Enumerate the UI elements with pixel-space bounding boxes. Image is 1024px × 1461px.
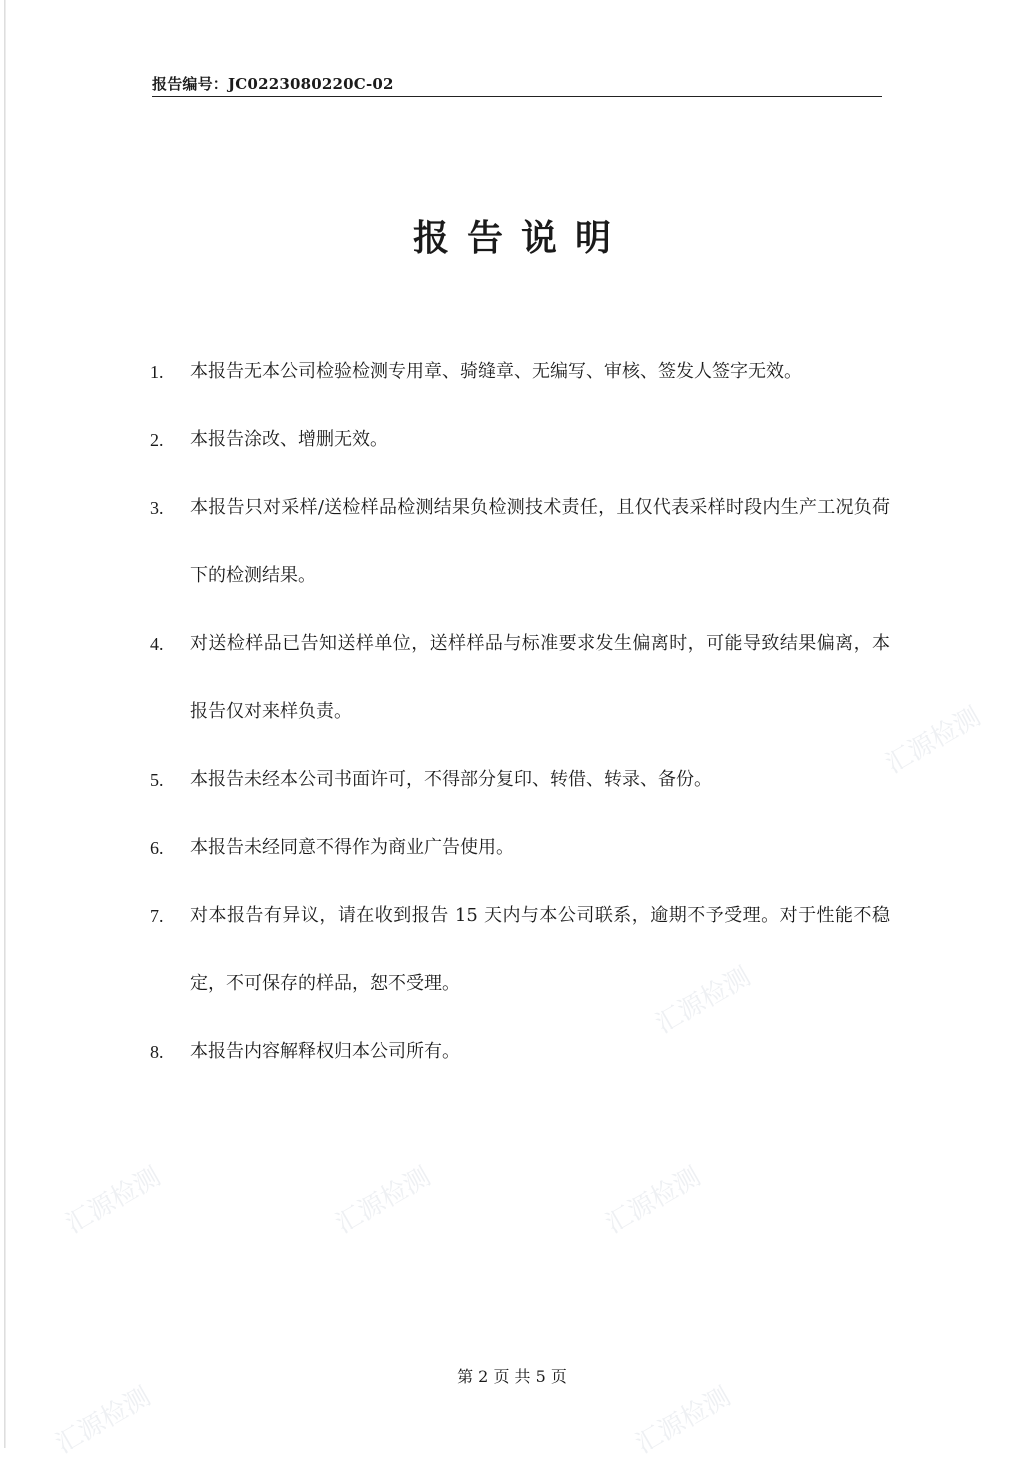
list-item <box>150 474 890 610</box>
item-number: 5. <box>150 770 164 790</box>
list-item <box>150 610 890 746</box>
page-footer: 第 2 页 共 5 页 <box>457 1367 567 1386</box>
report-number: 报告编号：JC0223080220C-02 <box>152 75 394 93</box>
list-item <box>150 814 890 882</box>
list-item <box>150 882 890 1018</box>
watermark: 汇源检测 <box>60 1161 166 1240</box>
report-header <box>152 74 882 97</box>
watermark: 汇源检测 <box>50 1381 156 1460</box>
item-number: 4. <box>150 634 164 654</box>
item-number: 3. <box>150 498 164 518</box>
item-number: 8. <box>150 1042 164 1062</box>
item-text: 本报告未经本公司书面许可，不得部分复印、转借、转录、备份。 <box>190 769 712 790</box>
watermark: 汇源检测 <box>650 961 756 1040</box>
watermark: 汇源检测 <box>630 1381 736 1460</box>
item-text: 本报告涂改、增删无效。 <box>190 429 388 450</box>
item-number: 6. <box>150 838 164 858</box>
item-text: 本报告只对采样/送检样品检测结果负检测技术责任，且仅代表采样时段内生产工况负荷下的检测结果。 <box>190 497 890 586</box>
item-text: 本报告无本公司检验检测专用章、骑缝章、无编写、审核、签发人签字无效。 <box>190 361 802 382</box>
item-text: 本报告内容解释权归本公司所有。 <box>190 1041 460 1062</box>
list-item <box>150 406 890 474</box>
list-item <box>150 338 890 406</box>
item-number: 2. <box>150 430 164 450</box>
list-item <box>150 1018 890 1086</box>
statement-list <box>150 338 890 1086</box>
item-number: 1. <box>150 362 164 382</box>
list-item <box>150 746 890 814</box>
item-number: 7. <box>150 906 164 926</box>
item-text: 本报告未经同意不得作为商业广告使用。 <box>190 837 514 858</box>
item-text: 对本报告有异议，请在收到报告 15 天内与本公司联系，逾期不予受理。对于性能不稳定，不可保存的样品，恕不受理。 <box>190 905 890 994</box>
page-title: 报告说明 <box>412 218 629 259</box>
watermark: 汇源检测 <box>880 701 986 780</box>
item-text: 对送检样品已告知送样单位，送样样品与标准要求发生偏离时，可能导致结果偏离，本报告仅对来样负责。 <box>190 633 890 722</box>
watermark: 汇源检测 <box>600 1161 706 1240</box>
watermark: 汇源检测 <box>330 1161 436 1240</box>
